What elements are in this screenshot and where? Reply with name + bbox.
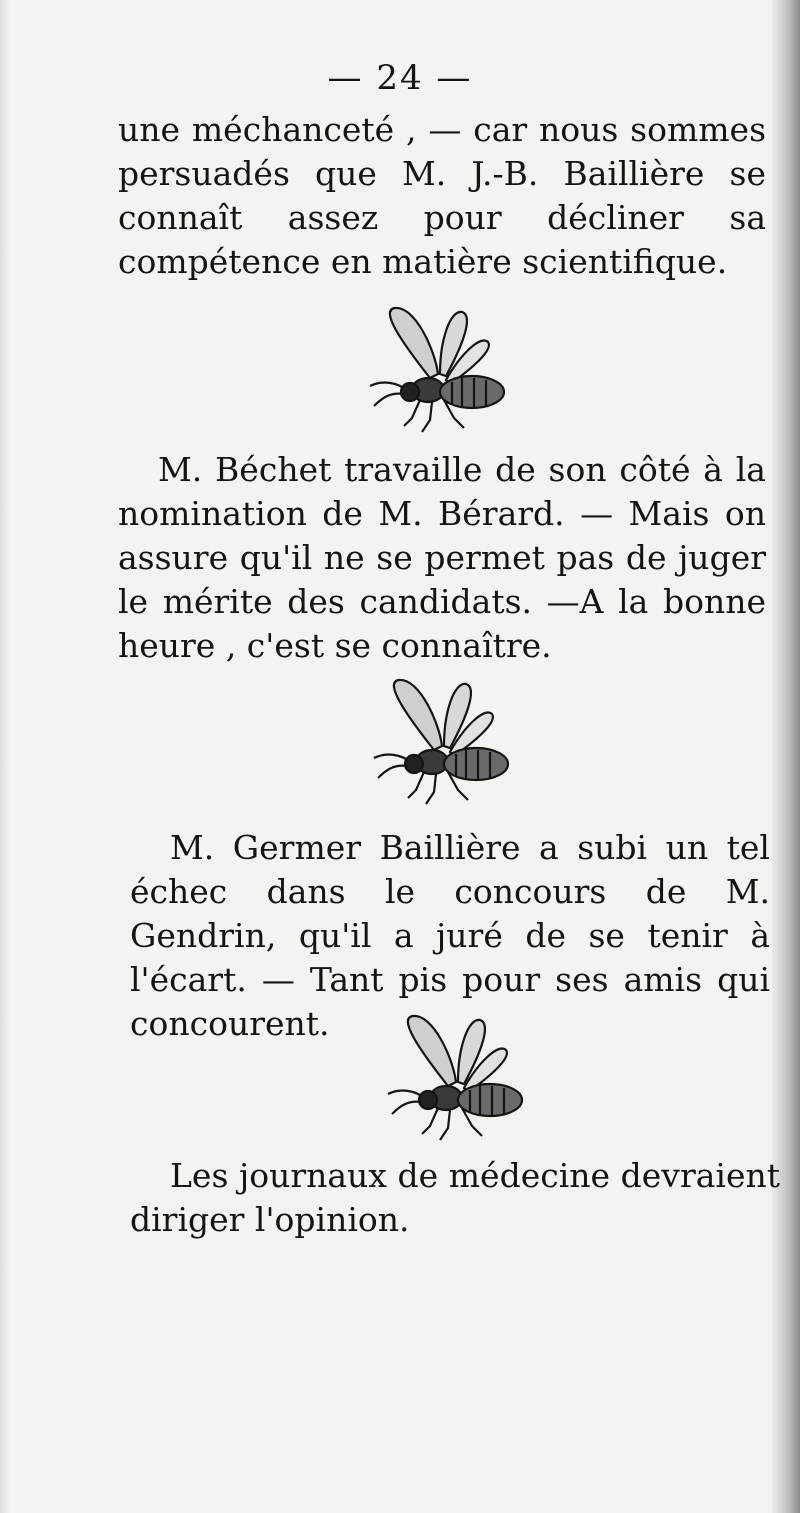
- page-number: — 24 —: [327, 58, 473, 98]
- paragraph-4: Les journaux de médecine devraient diriger l'opinion.: [130, 1156, 780, 1239]
- paragraph-3: M. Germer Baillière a subi un tel échec dans le concours de M. Gendrin, qu'il a juré de se tenir à l'écart. — Tant pis pour ses amis qui concourent.: [130, 828, 770, 1043]
- page-left-edge: [0, 0, 10, 1513]
- bee-icon: [364, 672, 524, 812]
- bee-icon: [360, 300, 520, 440]
- paragraph-2: M. Béchet travaille de son côté à la nomination de M. Bérard. — Mais on assure qu'il ne se permet pas de juger le mérite des candidats. —A la bonne heure , c'est se connaître.: [118, 450, 766, 665]
- bee-icon: [378, 1008, 538, 1148]
- page-binding-shadow: [772, 0, 800, 1513]
- paragraph-1: une méchanceté , — car nous sommes persuadés que M. J.-B. Baillière se connaît assez pour décliner sa compétence en matière scientifique.: [118, 110, 766, 281]
